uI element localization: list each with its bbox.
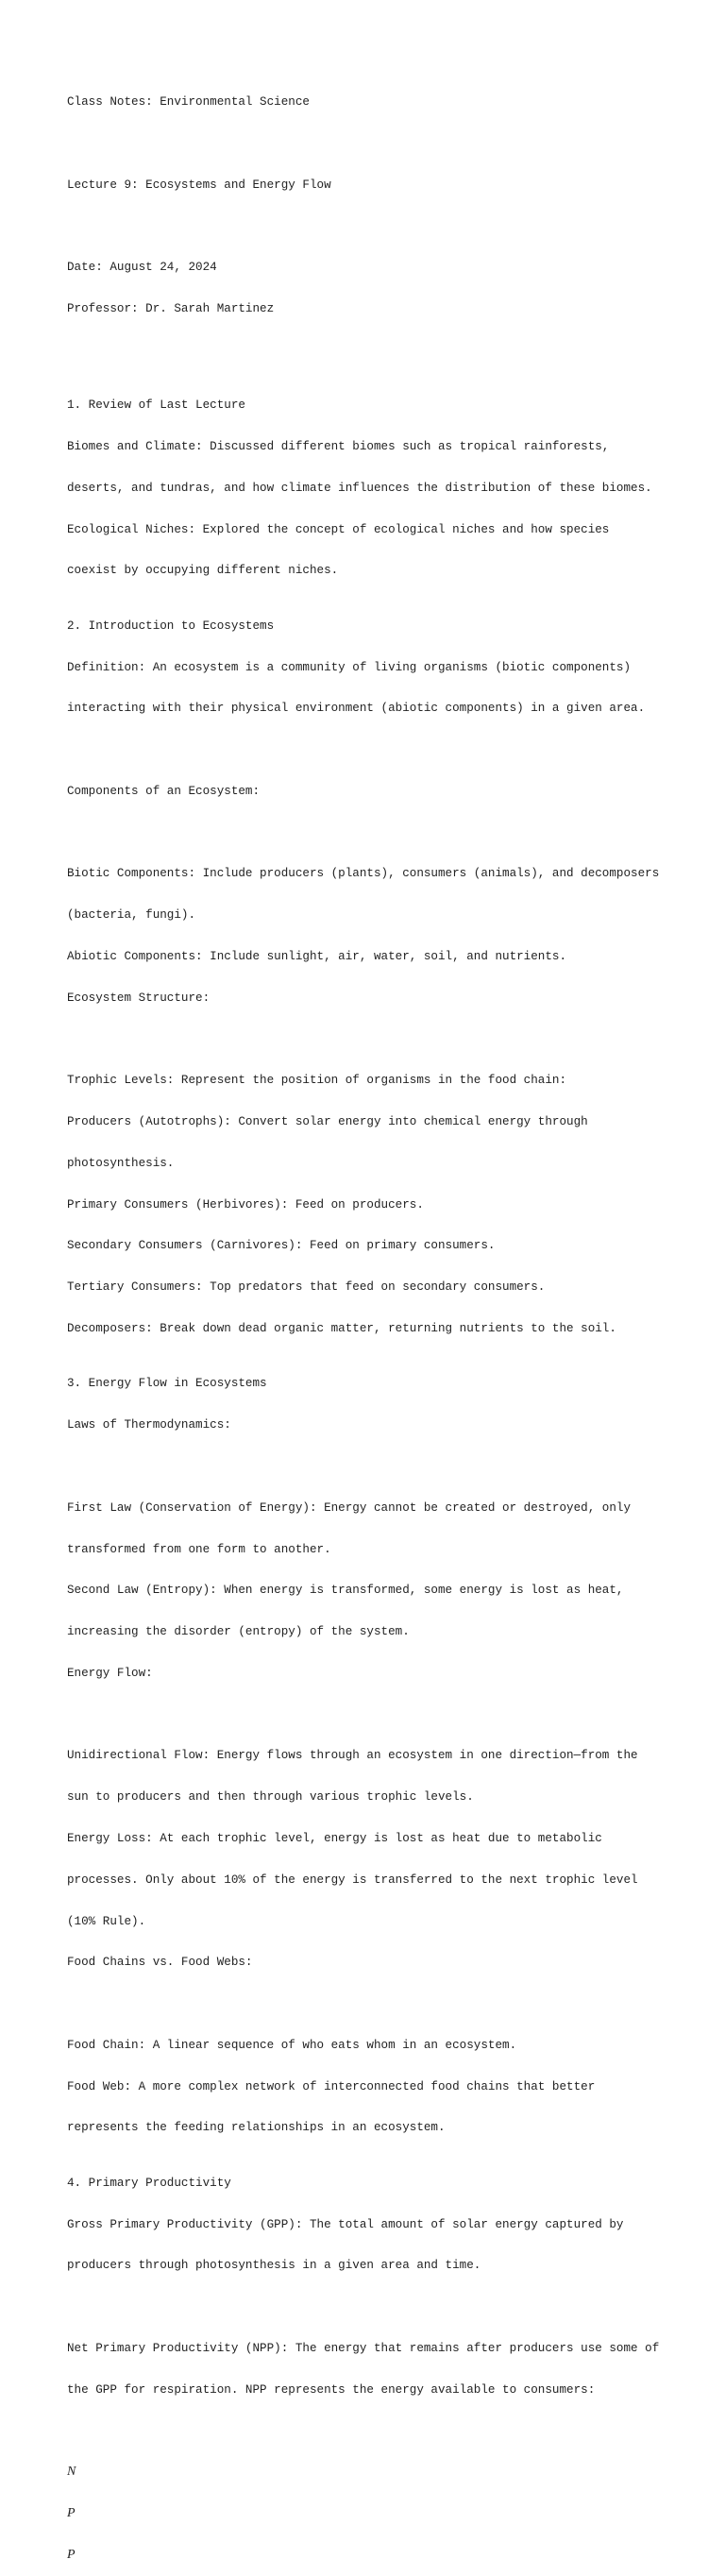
section-heading-review: 1. Review of Last Lecture — [67, 398, 245, 413]
niches-text-line: Ecological Niches: Explored the concept of ecological niches and how species — [67, 522, 610, 536]
spacer — [67, 137, 690, 151]
secondary-consumers-text: Secondary Consumers (Carnivores): Feed on primary consumers. — [67, 1239, 496, 1253]
components-heading: Components of an Ecosystem: — [67, 784, 261, 798]
energy-loss-text-line: Energy Loss: At each trophic level, energy is lost as heat due to metabolic — [67, 1832, 602, 1845]
first-law-text-line: First Law (Conservation of Energy): Energy cannot be created or destroyed, only — [67, 1500, 632, 1515]
producers-text-line: Producers (Autotrophs): Convert solar energy into chemical energy through — [67, 1115, 588, 1129]
document-title: Class Notes: Environmental Science — [67, 95, 310, 110]
thermodynamics-heading: Laws of Thermodynamics: — [67, 1418, 231, 1432]
section-heading-ecosystems: 2. Introduction to Ecosystems — [67, 619, 275, 633]
spacer — [67, 2300, 690, 2314]
section-heading-productivity: 4. Primary Productivity — [67, 2176, 231, 2190]
lecture-title: Lecture 9: Ecosystems and Energy Flow — [67, 178, 331, 192]
spacer — [67, 220, 690, 234]
unidirectional-text-line: Unidirectional Flow: Energy flows through an ecosystem in one direction—from the — [67, 1749, 638, 1763]
professor-name: Professor: Dr. Sarah Martinez — [67, 302, 275, 316]
trophic-levels-text: Trophic Levels: Represent the position of organisms in the food chain: — [67, 1074, 567, 1088]
spacer — [67, 1033, 690, 1047]
food-chains-heading: Food Chains vs. Food Webs: — [67, 1956, 253, 1970]
definition-text-line: Definition: An ecosystem is a community of living organisms (biotic components) — [67, 660, 632, 674]
food-chain-text: Food Chain: A linear sequence of who eats whom in an ecosystem. — [67, 2038, 517, 2052]
producers-text-line: photosynthesis. — [67, 1156, 175, 1170]
energy-loss-text-line: processes. Only about 10% of the energy is transferred to the next trophic level — [67, 1873, 638, 1887]
spacer — [67, 2425, 690, 2439]
biomes-text-line: deserts, and tundras, and how climate influences the distribution of these biomes. — [67, 481, 652, 495]
biomes-text-line: Biomes and Climate: Discussed different biomes such as tropical rainforests, — [67, 440, 610, 454]
gpp-text-line: producers through photosynthesis in a given area and time. — [67, 2259, 481, 2273]
spacer — [67, 1708, 690, 1722]
math-letter-p: P — [67, 2547, 76, 2562]
primary-consumers-text: Primary Consumers (Herbivores): Feed on producers. — [67, 1197, 424, 1212]
spacer — [67, 1997, 690, 2011]
decomposers-text: Decomposers: Break down dead organic matter, returning nutrients to the soil. — [67, 1322, 616, 1336]
food-web-text-line: represents the feeding relationships in an ecosystem. — [67, 2121, 446, 2135]
gpp-text-line: Gross Primary Productivity (GPP): The total amount of solar energy captured by — [67, 2217, 624, 2231]
niches-text-line: coexist by occupying different niches. — [67, 564, 339, 578]
definition-text-line: interacting with their physical environment (abiotic components) in a given area. — [67, 702, 646, 716]
second-law-text-line: Second Law (Entropy): When energy is transformed, some energy is lost as heat, — [67, 1584, 624, 1598]
energy-loss-text-line: (10% Rule). — [67, 1914, 146, 1928]
tertiary-consumers-text: Tertiary Consumers: Top predators that feed on secondary consumers. — [67, 1280, 546, 1295]
spacer — [67, 743, 690, 757]
npp-text-line: the GPP for respiration. NPP represents the energy available to consumers: — [67, 2382, 596, 2397]
food-web-text-line: Food Web: A more complex network of interconnected food chains that better — [67, 2079, 596, 2093]
lecture-date: Date: August 24, 2024 — [67, 261, 217, 275]
class-notes-document — [67, 68, 690, 2576]
biotic-text-line: Biotic Components: Include producers (plants), consumers (animals), and decomposers — [67, 867, 660, 881]
spacer — [67, 1460, 690, 1474]
unidirectional-text-line: sun to producers and then through various trophic levels. — [67, 1790, 474, 1805]
second-law-text-line: increasing the disorder (entropy) of the system. — [67, 1625, 410, 1639]
energy-flow-heading: Energy Flow: — [67, 1666, 153, 1680]
spacer — [67, 344, 690, 358]
spacer — [67, 826, 690, 840]
section-heading-energy-flow: 3. Energy Flow in Ecosystems — [67, 1377, 267, 1391]
structure-heading: Ecosystem Structure: — [67, 991, 211, 1005]
biotic-text-line: (bacteria, fungi). — [67, 908, 196, 923]
npp-text-line: Net Primary Productivity (NPP): The energy that remains after producers use some of — [67, 2341, 660, 2355]
first-law-text-line: transformed from one form to another. — [67, 1542, 331, 1556]
math-letter-p: P — [67, 2506, 76, 2521]
abiotic-text-line: Abiotic Components: Include sunlight, air, water, soil, and nutrients. — [67, 950, 567, 963]
math-letter-n: N — [67, 2465, 76, 2480]
